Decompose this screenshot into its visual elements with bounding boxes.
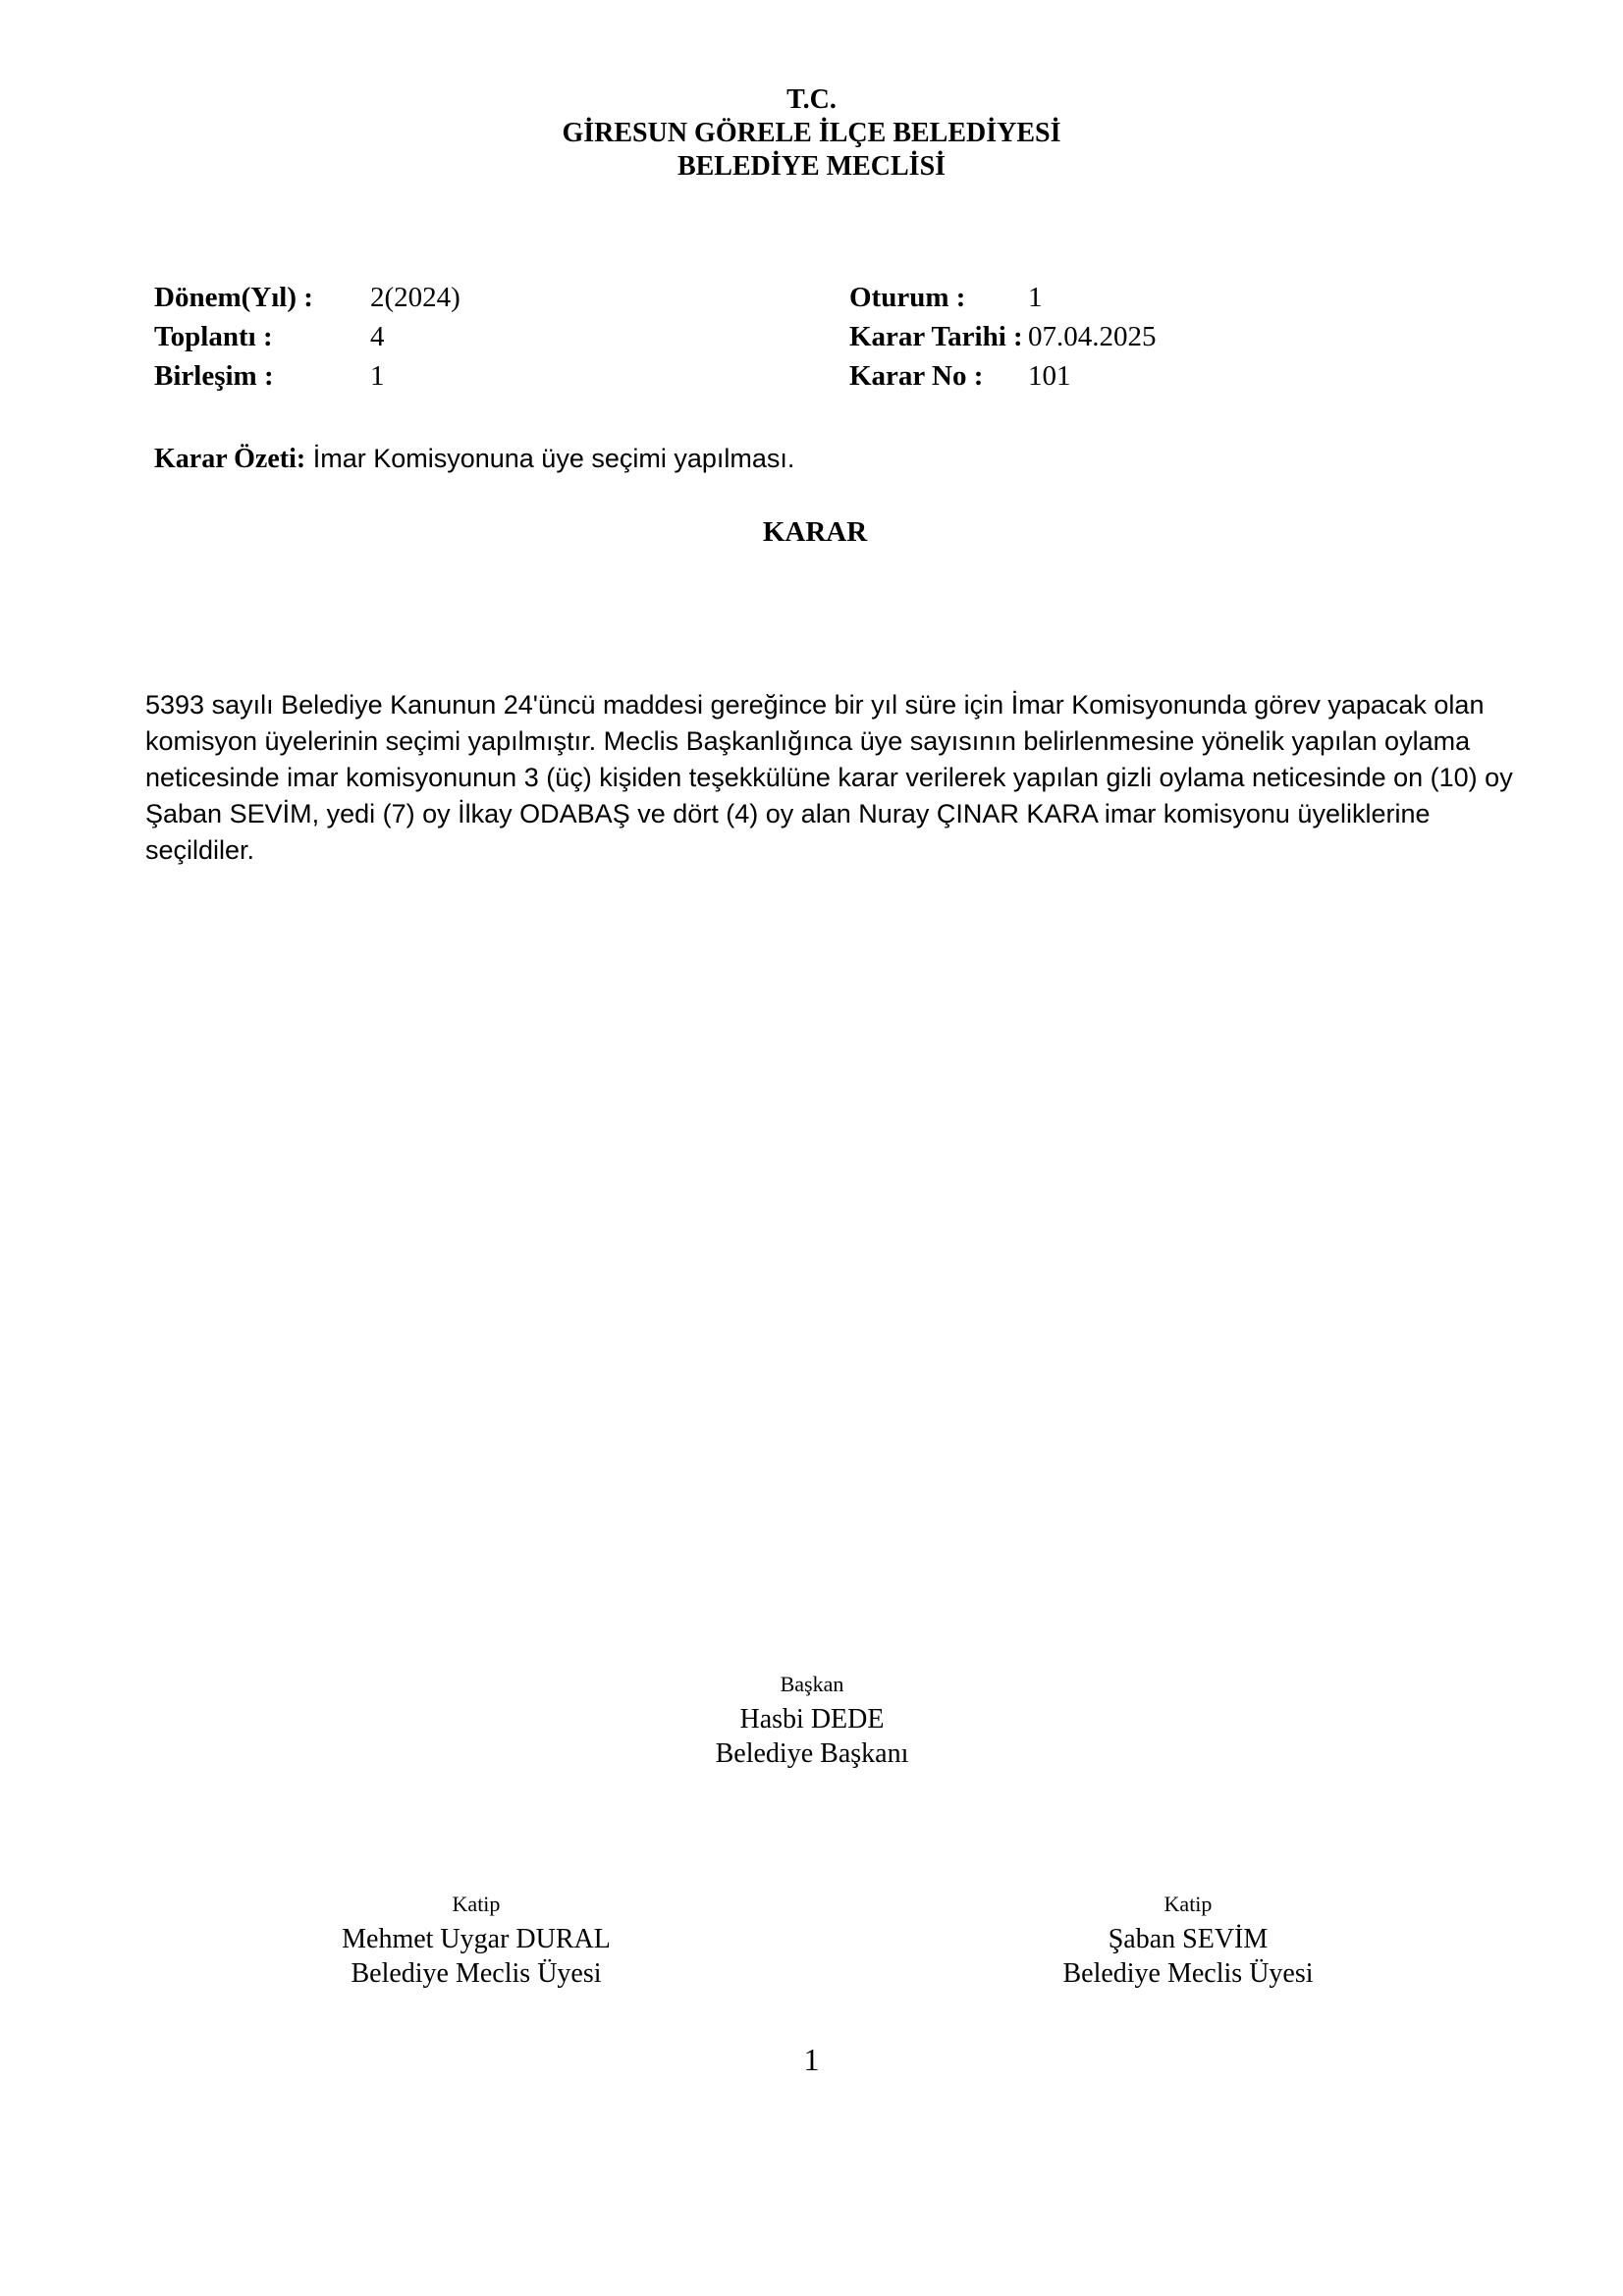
clerk-right-name: Şaban SEVİM: [1108, 1924, 1269, 1954]
clerk-right-role: Katip: [1163, 1892, 1213, 1916]
president-signature: [616, 1671, 1008, 1771]
president-name: Hasbi DEDE: [739, 1704, 885, 1735]
clerk-left-name: Mehmet Uygar DURAL: [342, 1924, 611, 1954]
karar-tarihi-label: Karar Tarihi :: [849, 321, 1023, 352]
donem-value: 2(2024): [370, 282, 460, 313]
karar-no-value: 101: [1028, 360, 1071, 392]
clerk-right-signature: [992, 1891, 1384, 1991]
header-tc: T.C.: [786, 84, 837, 115]
birlesim-value: 1: [370, 360, 385, 392]
karar-no-label: Karar No :: [849, 360, 984, 392]
oturum-label: Oturum :: [849, 282, 966, 313]
header-municipality: GİRESUN GÖRELE İLÇE BELEDİYESİ: [562, 118, 1061, 148]
karar-tarihi-value: 07.04.2025: [1028, 321, 1157, 352]
page-number: 1: [803, 2042, 820, 2077]
clerk-left-role: Katip: [452, 1892, 501, 1916]
header-council: BELEDİYE MECLİSİ: [676, 151, 947, 182]
birlesim-label: Birleşim :: [154, 360, 274, 392]
clerk-left-signature: [280, 1891, 673, 1991]
decision-summary: [154, 442, 794, 476]
clerk-left-title: Belediye Meclis Üyesi: [351, 1958, 602, 1989]
toplanti-value: 4: [370, 321, 385, 352]
president-role: Başkan: [780, 1672, 844, 1696]
toplanti-label: Toplantı :: [154, 321, 273, 352]
summary-label: Karar Özeti:: [154, 444, 306, 474]
oturum-value: 1: [1028, 282, 1043, 313]
president-title: Belediye Başkanı: [715, 1738, 909, 1769]
donem-label: Dönem(Yıl) :: [154, 282, 313, 313]
summary-text: İmar Komisyonuna üye seçimi yapılması.: [305, 444, 795, 473]
decision-heading: KARAR: [762, 516, 868, 548]
decision-body: 5393 sayılı Belediye Kanunun 24'üncü maddesi gereğince bir yıl süre için İmar Komisyonunda görev yapacak olan komisyon üyelerinin seçimi yapılmıştır. Meclis Başkanlığınca üye sayısının belirlenmesine yönelik yapılan oylama neticesinde imar komisyonunun 3 (üç) kişiden teşekkülüne karar verilerek yapılan gizli oylama neticesinde on (10) oy Şaban SEVİM, yedi (7) oy İlkay ODABAŞ ve dört (4) oy alan Nuray ÇINAR KARA imar komisyonu üyeliklerine seçildiler.: [145, 690, 1513, 865]
clerk-right-title: Belediye Meclis Üyesi: [1062, 1958, 1314, 1989]
